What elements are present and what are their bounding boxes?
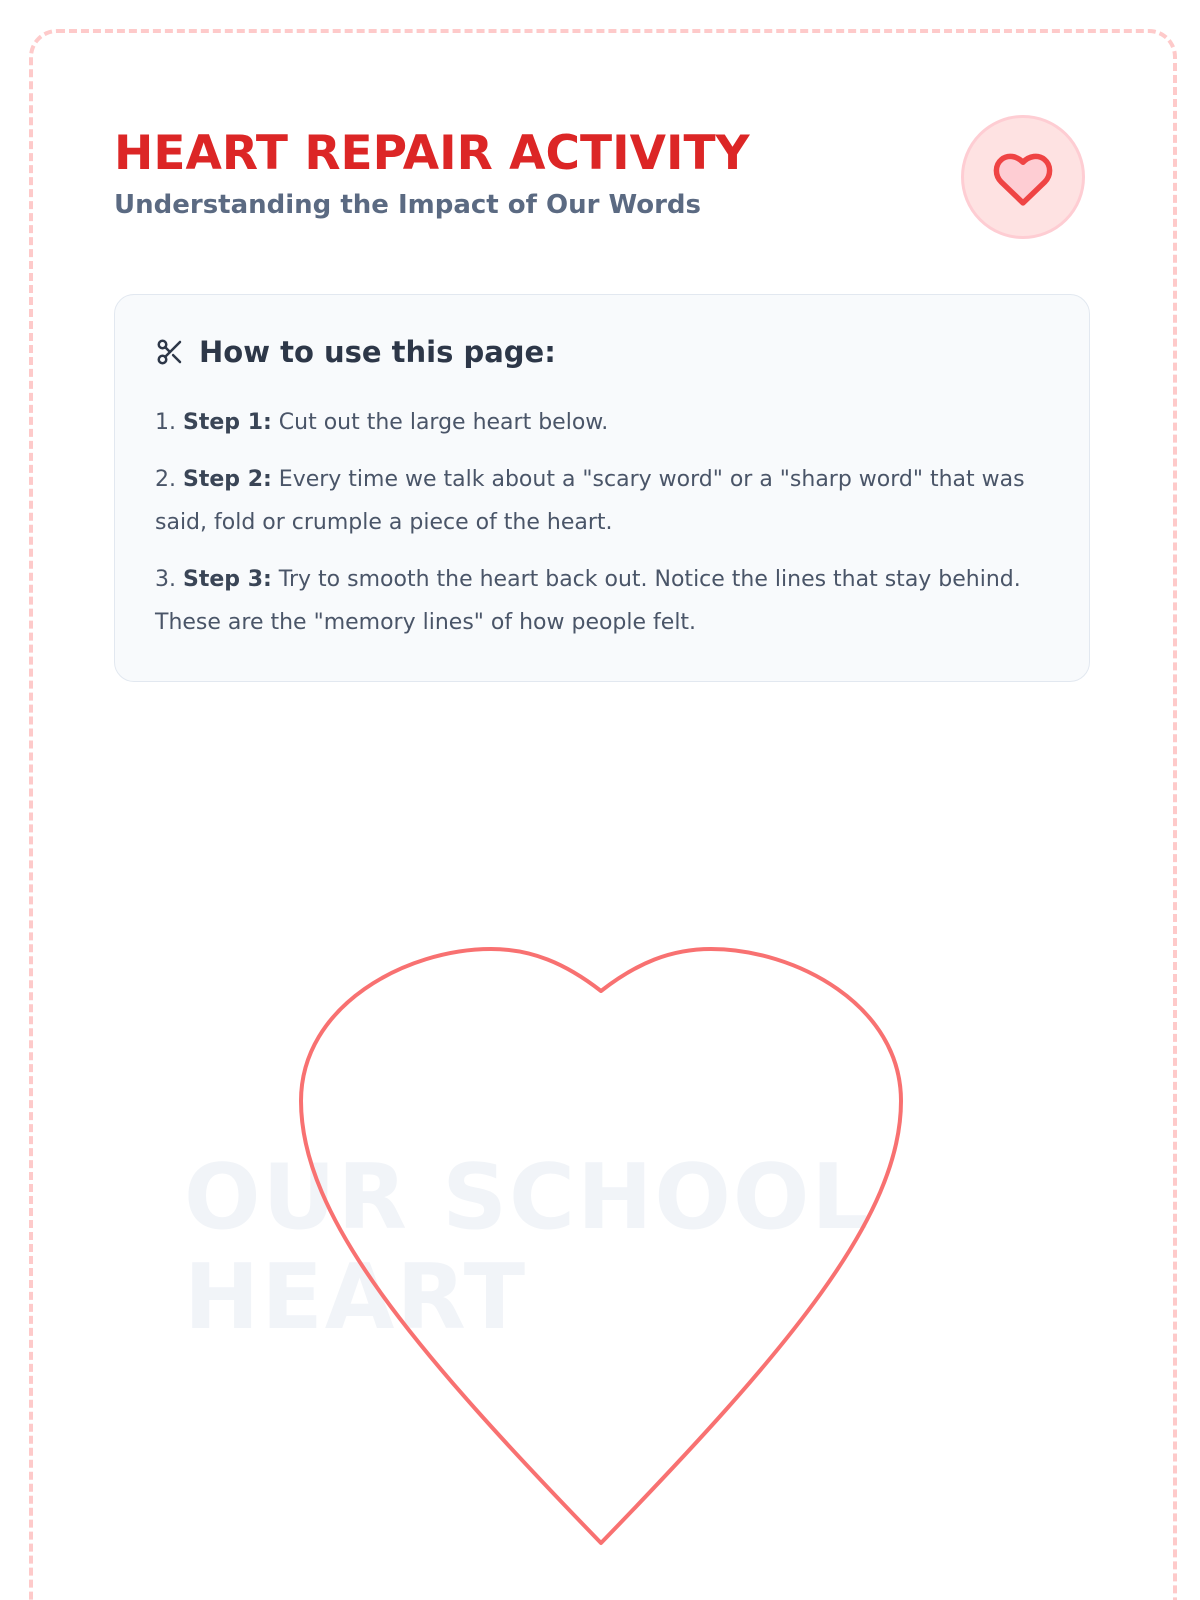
step-label: Step 3: [183, 567, 272, 592]
page-title: HEART REPAIR ACTIVITY [114, 126, 750, 181]
instructions-header [155, 335, 556, 369]
watermark-line: HEART [184, 1245, 528, 1350]
step-item [155, 558, 1055, 644]
instructions-panel [114, 294, 1090, 682]
instructions-heading: How to use this page: [199, 335, 556, 369]
step-text: Every time we talk about a "scary word" or a "sharp word" that was said, fold or crumple a piece of the heart. [155, 467, 1025, 535]
step-number: 3. [155, 567, 176, 592]
heart-badge [961, 115, 1085, 239]
step-number: 2. [155, 467, 176, 492]
heart-icon [990, 147, 1056, 207]
step-number: 1. [155, 410, 176, 435]
scissors-icon [155, 337, 185, 367]
watermark-line: OUR SCHOOL [184, 1145, 871, 1250]
step-text: Cut out the large heart below. [271, 410, 609, 435]
step-text: Try to smooth the heart back out. Notice the lines that stay behind. These are the "memory lines" of how people felt. [155, 567, 1021, 635]
heart-outline [295, 945, 907, 1555]
step-label: Step 1: [183, 410, 272, 435]
step-item [155, 458, 1055, 544]
page-subtitle: Understanding the Impact of Our Words [114, 190, 702, 220]
steps-list [155, 401, 1055, 658]
step-label: Step 2: [183, 467, 272, 492]
step-item [155, 401, 1055, 444]
